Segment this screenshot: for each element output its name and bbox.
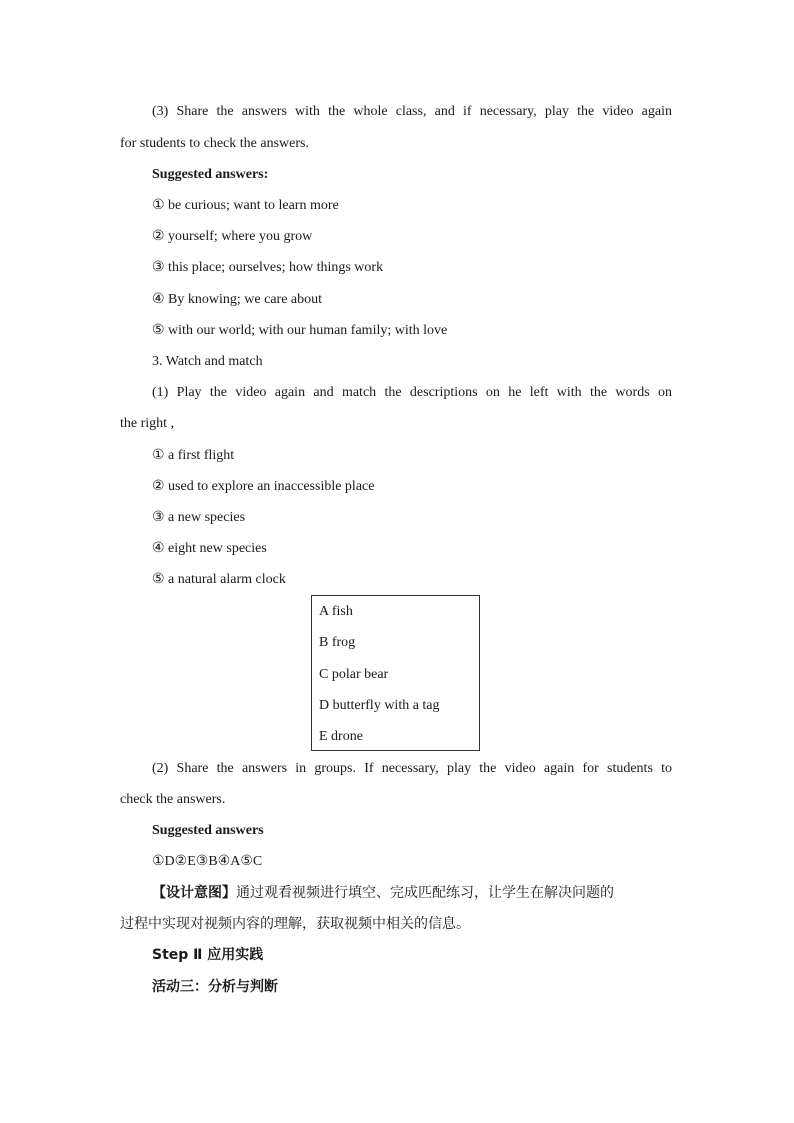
options-box [311,595,480,751]
option-a: A fish [319,604,353,619]
answer-item-1: ① be curious; want to learn more [152,198,339,213]
suggested-answers-heading-2: Suggested answers [152,823,264,838]
description-item-5: ⑤ a natural alarm clock [152,572,286,587]
description-item-4: ④ eight new species [152,541,267,556]
option-b: B frog [319,635,356,650]
design-intent-label: 【设计意图】 [152,885,236,901]
share-instruction-line-1: (2) Share the answers in groups. If necessary, play the video again for students to [152,761,672,776]
share-instruction-line-2: check the answers. [120,792,226,807]
option-d: D butterfly with a tag [319,698,440,713]
description-item-3: ③ a new species [152,510,246,525]
description-item-1: ① a first flight [152,448,235,463]
step-title: Step Ⅱ 应用实践 [152,947,264,963]
design-intent-line-2: 过程中实现对视频内容的理解，获取视频中相关的信息。 [120,916,470,932]
match-instruction-line-2: the right , [120,416,175,431]
option-c: C polar bear [319,667,389,682]
paragraph-3-line-1: (3) Share the answers with the whole class, and if necessary, play the video again [152,104,672,119]
answer-item-4: ④ By knowing; we care about [152,292,323,307]
answer-item-5: ⑤ with our world; with our human family; with love [152,323,448,338]
design-intent-text: 通过观看视频进行填空、完成匹配练习，让学生在解决问题的 [236,885,614,901]
paragraph-3-line-2: for students to check the answers. [120,136,309,151]
activity-heading: 活动三：分析与判断 [152,979,278,995]
watch-and-match-heading: 3. Watch and match [152,354,263,369]
option-e: E drone [319,729,363,744]
design-intent-line-1 [152,883,672,903]
suggested-answers-heading: Suggested answers: [152,167,269,182]
match-instruction-line-1: (1) Play the video again and match the descriptions on he left with the words on [152,385,672,400]
answer-item-3: ③ this place; ourselves; how things work [152,260,384,275]
answer-key: ①D②E③B④A⑤C [152,854,263,869]
description-item-2: ② used to explore an inaccessible place [152,479,375,494]
answer-item-2: ② yourself; where you grow [152,229,313,244]
